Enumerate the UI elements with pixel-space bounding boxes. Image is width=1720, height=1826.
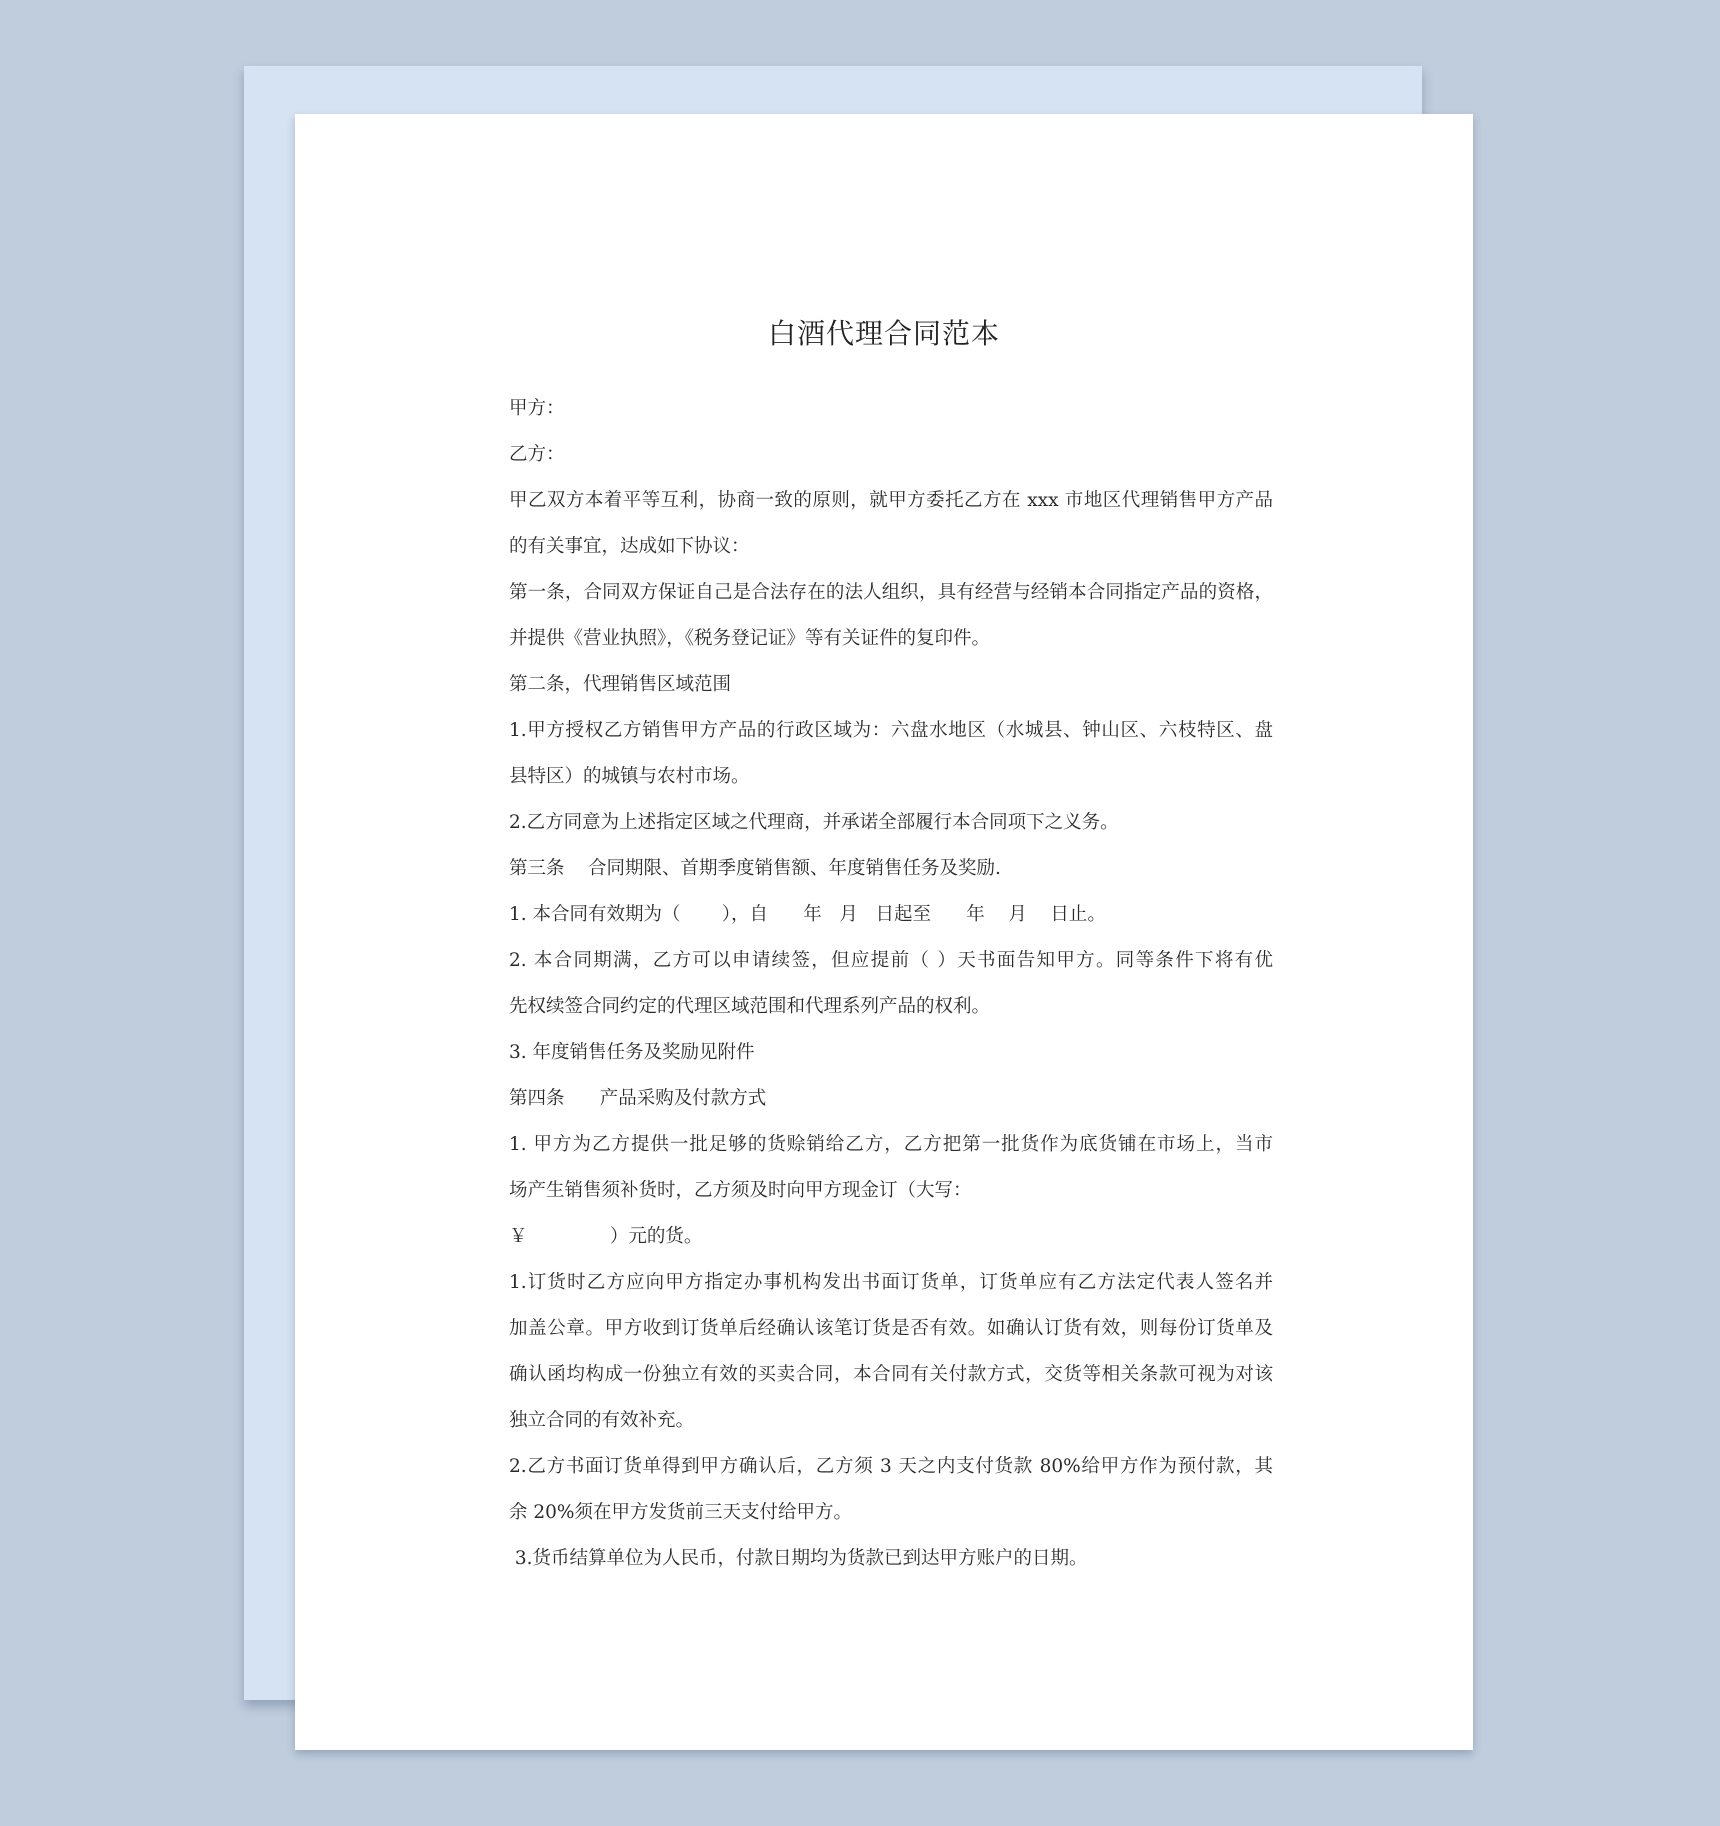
document-title: 白酒代理合同范本	[767, 317, 1000, 350]
article-4-clause: 加盖公章。甲方收到订货单后经确认该笔订货是否有效。如确认订货有效，则每份订货单及	[509, 1318, 1273, 1339]
preamble-line: 的有关事宜，达成如下协议：	[509, 536, 750, 557]
article-4-clause: 场产生销售须补货时，乙方须及时向甲方现金订（大写：	[509, 1180, 972, 1201]
party-a-line: 甲方：	[509, 398, 565, 419]
article-1-line: 第一条，合同双方保证自己是合法存在的法人组织，具有经营与经销本合同指定产品的资格，	[509, 582, 1273, 603]
document-page	[295, 114, 1473, 1750]
party-b-line: 乙方：	[509, 444, 565, 465]
preamble-line: 甲乙双方本着平等互利，协商一致的原则，就甲方委托乙方在 xxx 市地区代理销售甲方产品	[509, 490, 1273, 511]
article-4-clause: 独立合同的有效补充。	[509, 1410, 695, 1431]
article-4-clause: 确认函均构成一份独立有效的买卖合同，本合同有关付款方式，交货等相关条款可视为对该	[509, 1364, 1273, 1385]
article-4-clause: 3.货币结算单位为人民币，付款日期均为货款已到达甲方账户的日期。	[509, 1548, 1088, 1569]
article-4-clause: 2.乙方书面订货单得到甲方确认后，乙方须 3 天之内支付货款 80%给甲方作为预付款，其	[509, 1456, 1273, 1477]
article-3-heading: 第三条 合同期限、首期季度销售额、年度销售任务及奖励.	[509, 858, 1001, 879]
article-3-clause: 先权续签合同约定的代理区域范围和代理系列产品的权利。	[509, 996, 991, 1017]
article-4-clause: 1.订货时乙方应向甲方指定办事机构发出书面订货单，订货单应有乙方法定代表人签名并	[509, 1272, 1273, 1293]
article-2-clause: 县特区）的城镇与农村市场。	[509, 766, 750, 787]
article-4-heading: 第四条 产品采购及付款方式	[509, 1088, 767, 1109]
article-3-clause: 1. 本合同有效期为（ ），自 年 月 日起至 年 月 日止。	[509, 904, 1106, 925]
document-body	[509, 386, 1273, 1582]
article-4-clause: 余 20%须在甲方发货前三天支付给甲方。	[509, 1502, 853, 1523]
article-1-line: 并提供《营业执照》，《税务登记证》等有关证件的复印件。	[509, 628, 991, 649]
article-3-clause: 2. 本合同期满，乙方可以申请续签，但应提前（ ）天书面告知甲方。同等条件下将有优	[509, 950, 1273, 971]
article-3-clause: 3. 年度销售任务及奖励见附件	[509, 1042, 755, 1063]
article-2-clause: 2.乙方同意为上述指定区域之代理商，并承诺全部履行本合同项下之义务。	[509, 812, 1119, 833]
article-4-clause: ￥ ）元的货。	[509, 1226, 703, 1247]
article-2-heading: 第二条，代理销售区域范围	[509, 674, 732, 695]
article-4-clause: 1. 甲方为乙方提供一批足够的货赊销给乙方，乙方把第一批货作为底货铺在市场上，当市	[509, 1134, 1273, 1155]
article-2-clause: 1.甲方授权乙方销售甲方产品的行政区域为：六盘水地区（水城县、钟山区、六枝特区、盘	[509, 720, 1273, 741]
